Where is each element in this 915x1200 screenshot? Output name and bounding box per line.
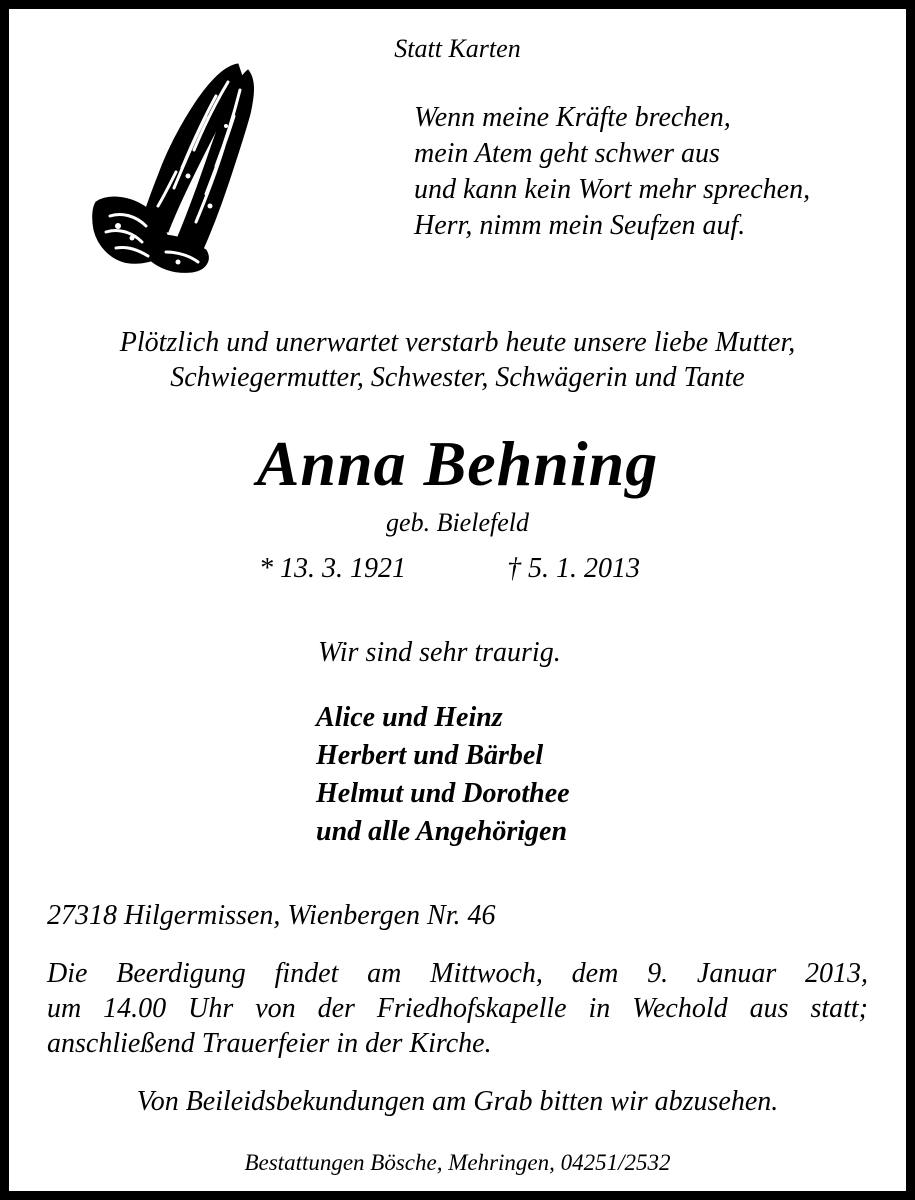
maiden-name: geb. Bielefeld (386, 508, 529, 537)
signatory: und alle Angehörigen (316, 816, 568, 847)
address: 27318 Hilgermissen, Wienbergen Nr. 46 (47, 900, 496, 931)
header-statt-karten: Statt Karten (394, 34, 521, 63)
funeral-line: um 14.00 Uhr von der Friedhofskapelle in Wechold aus statt; (47, 993, 868, 1024)
intro-line: Schwiegermutter, Schwester, Schwägerin und Tante (170, 362, 745, 393)
funeral-details (47, 956, 868, 1061)
mourning-line: Wir sind sehr traurig. (318, 637, 561, 668)
deceased-name: Anna Behning (256, 428, 659, 499)
birth-date: * 13. 3. 1921 (259, 553, 406, 584)
undertaker-info: Bestattungen Bösche, Mehringen, 04251/2532 (244, 1150, 671, 1175)
death-date: † 5. 1. 2013 (507, 553, 640, 584)
poem-line: Wenn meine Kräfte brechen, (414, 102, 731, 133)
poem-line: Herr, nimm mein Seufzen auf. (414, 210, 746, 241)
funeral-line: Die Beerdigung findet am Mittwoch, dem 9. Januar 2013, (47, 958, 868, 989)
intro-line: Plötzlich und unerwartet verstarb heute unsere liebe Mutter, (119, 327, 796, 358)
signatory: Helmut und Dorothee (316, 778, 570, 809)
signatory: Herbert und Bärbel (316, 740, 544, 771)
praying-hands-icon (88, 56, 268, 274)
signatory: Alice und Heinz (316, 702, 503, 733)
poem-line: mein Atem geht schwer aus (414, 138, 720, 169)
poem-line: und kann kein Wort mehr sprechen, (414, 174, 811, 205)
condolence-request: Von Beileidsbekundungen am Grab bitten wir abzusehen. (136, 1086, 779, 1117)
poem (414, 100, 810, 244)
funeral-line: anschließend Trauerfeier in der Kirche. (47, 1028, 492, 1059)
intro-text (0, 325, 915, 395)
signatories (316, 699, 570, 851)
